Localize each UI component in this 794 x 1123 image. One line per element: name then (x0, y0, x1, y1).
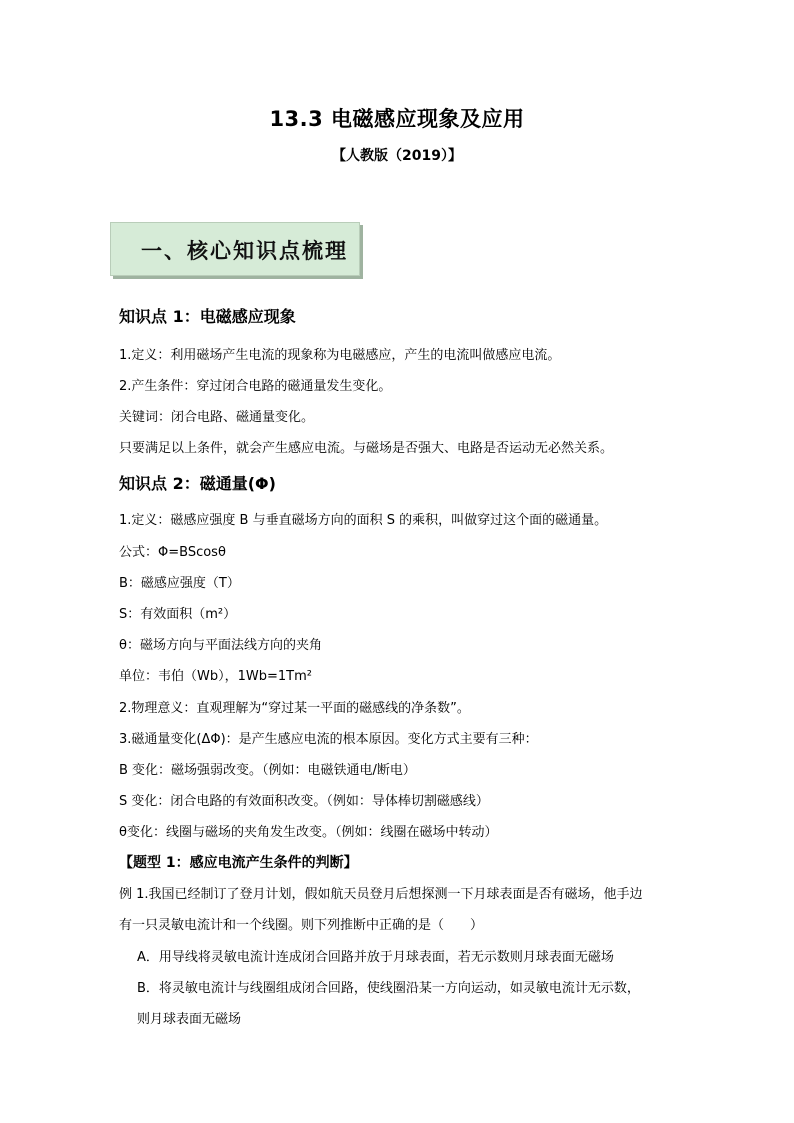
question-stem: 例 1.我国已经制订了登月计划，假如航天员登月后想探测一下月球表面是否有磁场，他手边 (119, 887, 643, 902)
kp2-heading: 知识点 2：磁通量(Φ) (119, 474, 276, 493)
kp2-line: S 变化：闭合电路的有效面积改变。（例如：导体棒切割磁感线） (119, 794, 489, 809)
section-banner (110, 222, 360, 276)
kp2-line: 单位：韦伯（Wb），1Wb=1Tm² (119, 669, 312, 684)
question-option-b: B．将灵敏电流计与线圈组成闭合回路，使线圈沿某一方向运动，如灵敏电流计无示数， (137, 981, 640, 996)
kp2-line: S：有效面积（m²） (119, 607, 237, 622)
kp1-line: 1.定义：利用磁场产生电流的现象称为电磁感应，产生的电流叫做感应电流。 (119, 348, 561, 363)
kp1-line: 关键词：闭合电路、磁通量变化。 (119, 410, 315, 425)
question-option-a: A．用导线将灵敏电流计连成闭合回路并放于月球表面，若无示数则月球表面无磁场 (137, 950, 614, 965)
question-stem: 有一只灵敏电流计和一个线圈。则下列推断中正确的是（ ） (119, 918, 484, 933)
kp1-line: 只要满足以上条件，就会产生感应电流。与磁场是否强大、电路是否运动无必然关系。 (119, 441, 614, 456)
kp1-line: 2.产生条件：穿过闭合电路的磁通量发生变化。 (119, 379, 392, 394)
question-type-heading: 【题型 1：感应电流产生条件的判断】 (119, 855, 358, 871)
question-option-b-cont: 则月球表面无磁场 (137, 1012, 242, 1027)
kp2-line: 公式：Φ=BScosθ (119, 545, 226, 560)
edition-subtitle: 【人教版（2019）】 (332, 148, 462, 164)
document-title: 13.3 电磁感应现象及应用 (269, 107, 525, 131)
kp2-line: 2.物理意义：直观理解为“穿过某一平面的磁感线的净条数”。 (119, 701, 470, 716)
kp1-heading: 知识点 1：电磁感应现象 (119, 307, 296, 326)
kp2-line: θ变化：线圈与磁场的夹角发生改变。（例如：线圈在磁场中转动） (119, 825, 498, 840)
kp2-line: θ：磁场方向与平面法线方向的夹角 (119, 638, 322, 653)
section-banner-label: 一、核心知识点梳理 (141, 238, 348, 263)
kp2-line: 3.磁通量变化(ΔΦ)：是产生感应电流的根本原因。变化方式主要有三种： (119, 732, 538, 747)
kp2-line: B 变化：磁场强弱改变。（例如：电磁铁通电/断电） (119, 763, 416, 778)
kp2-line: B：磁感应强度（T） (119, 576, 240, 591)
kp2-line: 1.定义：磁感应强度 B 与垂直磁场方向的面积 S 的乘积，叫做穿过这个面的磁通量。 (119, 513, 608, 528)
